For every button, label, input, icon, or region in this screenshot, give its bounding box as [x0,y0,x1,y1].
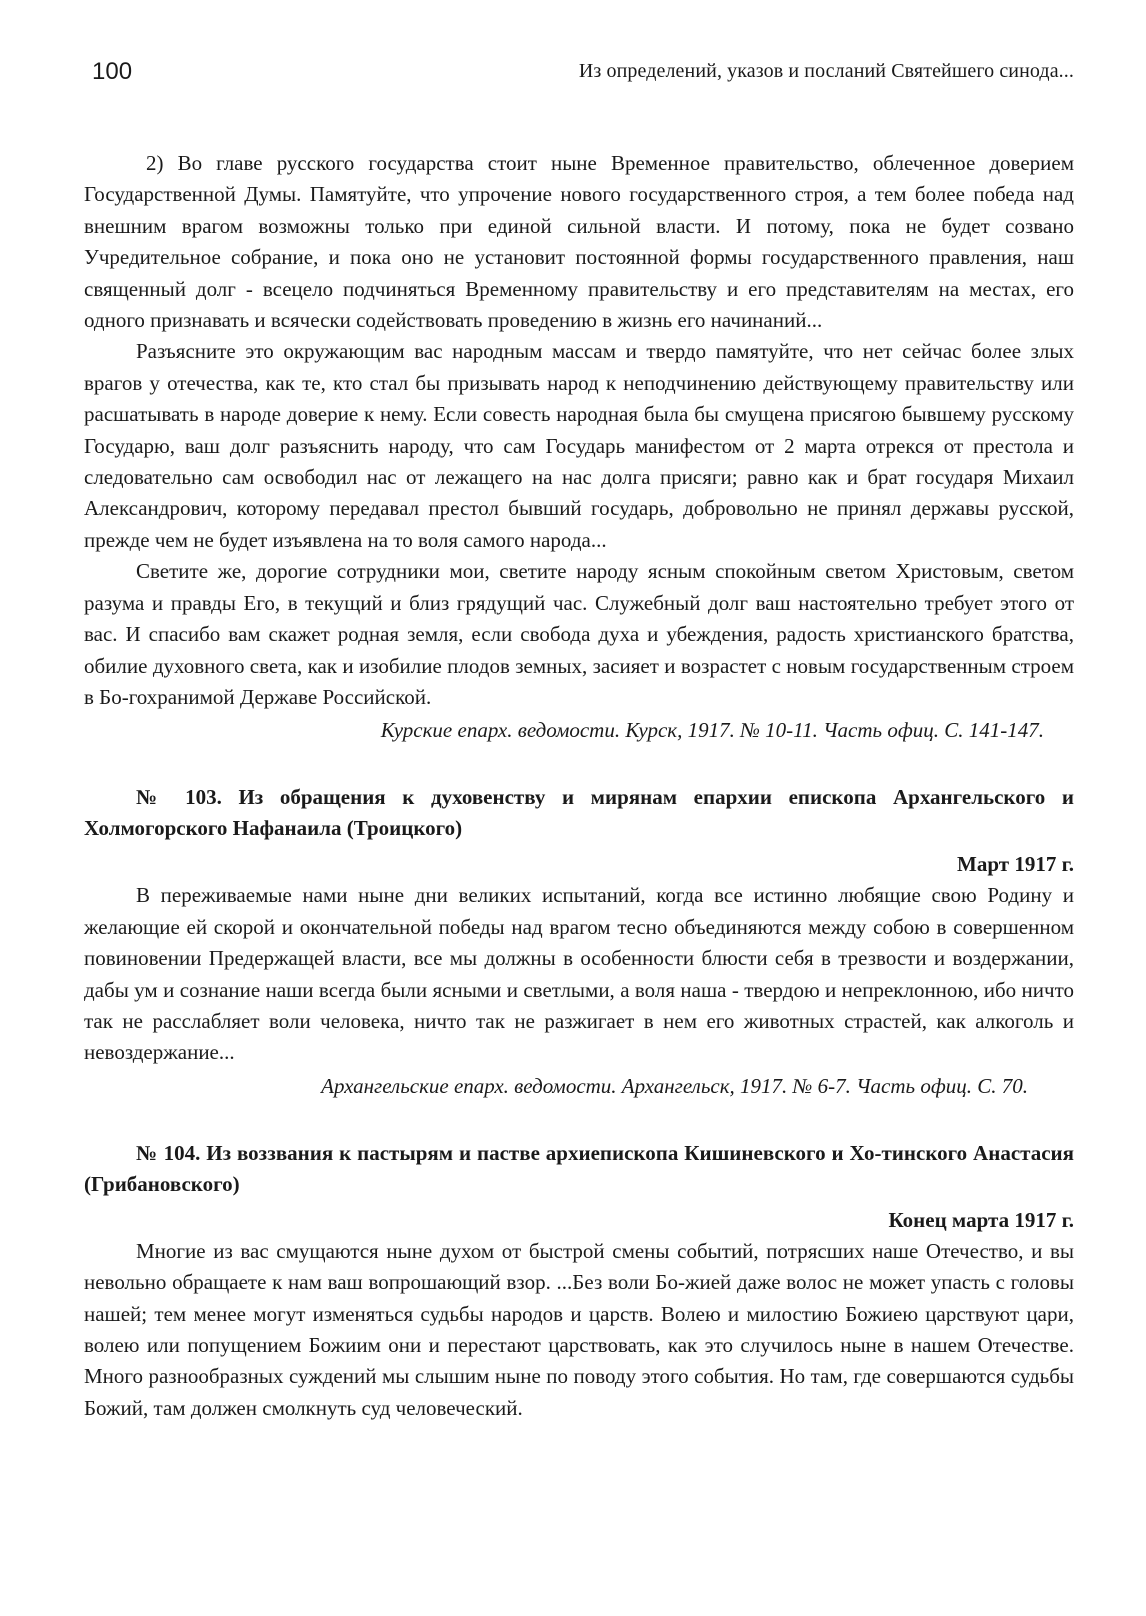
paragraph: Светите же, дорогие сотрудники мои, светите народу ясным спокойным светом Христовым, светом разума и правды Его, в текущий и близ грядущий час. Служебный долг ваш настоятельно требует этого от вас. И спасибо вам скажет родная земля, если свобода духа и убеждения, радость христианского братства, обилие духовного света, как и изобилие плодов земных, засияет и возрастет с новым государственным строем в Бо-гохранимой Державе Российской. [84,559,1074,709]
source-citation: Курские епарх. ведомости. Курск, 1917. № 10-11. Часть офиц. С. 141-147. [380,718,1044,743]
paragraph: Разъясните это окружающим вас народным массам и твердо памятуйте, что нет сейчас более злых врагов у отечества, как те, кто стал бы призывать народ к неподчинению действующему правительству или расшатывать в народе доверие к нему. Если совесть народная была бы смущена присягою бывшему русскому Государю, ваш долг разъяснить народу, что сам Государь манифестом от 2 марта отрекся от престола и следовательно сам освободил нас от лежащего на нас долга присяги; равно как и брат государя Михаил Александрович, которому передавал престол бывший государь, добровольно не принял державы русской, прежде чем не будет изъявлена на то воля самого народа... [84,339,1074,552]
source-citation: Архангельские епарх. ведомости. Архангельск, 1917. № 6-7. Часть офиц. С. 70. [321,1073,1028,1098]
paragraph: 2) Во главе русского государства стоит ныне Временное правительство, облеченное доверием Государственной Думы. Памятуйте, что упрочение нового государственного строя, а тем более победа над внешним врагом возможны только при единой сильной власти. И потому, пока не будет созвано Учредительное собрание, и пока оно не установит постоянной формы государственного правления, наш священный долг - всецело подчиняться Временному правительству и его представителям на местах, его одного признавать и всячески содействовать проведению в жизнь его начинаний... [84,151,1074,333]
paragraph: Многие из вас смущаются ныне духом от быстрой смены событий, потрясших наше Отечество, и вы невольно обращаете к нам ваш вопрошающий взор. ...Без воли Бо-жией даже волос не может упасть с головы нашей; тем менее могут изменяться судьбы народов и царств. Волею и милостию Божиею царствуют цари, волею или попущением Божиим они и перестают царствовать, как это случилось ныне в нашем Отечестве. Много разнообразных суждений мы слышим ныне по поводу этого события. Но там, где совершаются судьбы Божий, там должен смолкнуть суд человеческий. [84,1238,1074,1420]
document-title: № 104. Из воззвания к пастырям и пастве архиепископа Кишиневского и Хо-тинского Анастасия (Грибановского) [84,1140,1074,1196]
document-103 [84,782,1074,1101]
section-continued [84,148,1074,746]
running-title: Из определений, указов и посланий Святейшего синода... [578,60,1074,82]
page-header [84,54,1074,94]
page-number: 100 [92,58,133,85]
document-page [84,54,1074,1420]
document-date: Март 1917 г. [957,852,1074,877]
page-content [84,148,1074,1424]
paragraph: В переживаемые нами ныне дни великих испытаний, когда все истинно любящие свою Родину и желающие ей скорой и окончательной победы над врагом тесно объединяются между собою в совершенном повиновении Предержащей власти, все мы должны в особенности блюсти себя в трезвости и воздержании, дабы ум и сознание наши всегда были ясными и светлыми, а воля наша - твердою и непреклонною, ибо ничто так не расслабляет воли человека, ничто так не разжигает в нем его животных страстей, как алкоголь и невоздержание... [84,883,1074,1065]
document-date: Конец марта 1917 г. [888,1207,1074,1232]
document-title: № 103. Из обращения к духовенству и мирянам епархии епископа Архангельского и Холмогорского Нафанаила (Троицкого) [84,785,1074,841]
document-104 [84,1138,1074,1424]
